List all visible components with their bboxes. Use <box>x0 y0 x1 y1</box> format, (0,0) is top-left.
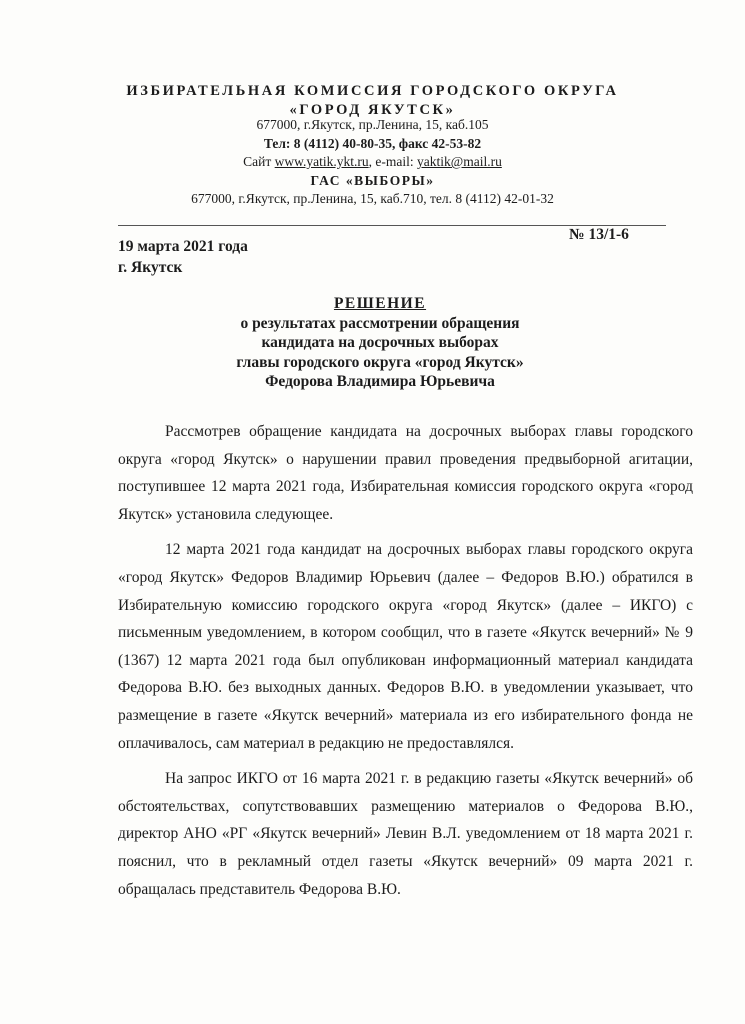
document-body <box>118 418 693 911</box>
decision-subtitle-4: Федорова Владимира Юрьевича <box>265 373 495 390</box>
decision-title <box>0 294 745 392</box>
decision-subtitle-2: кандидата на досрочных выборах <box>261 334 499 351</box>
email-link[interactable]: yaktik@mail.ru <box>417 154 502 169</box>
web-line <box>0 153 745 172</box>
contact-block <box>0 116 745 209</box>
decision-subtitle-1: о результатах рассмотрении обращения <box>240 314 520 332</box>
gas-address: 677000, г.Якутск, пр.Ленина, 15, каб.710, тел. 8 (4112) 42-01-32 <box>191 191 554 206</box>
paragraph-2: 12 марта 2021 года кандидат на досрочных выборах главы городского округа «город Якутск» Федоров Владимир Юрьевич (далее – Федоров В.Ю.) обратился в Избирательную комиссию городского округа «город Якутск» (далее – ИКГО) с письменным уведомлением, в котором сообщил, что в газете «Якутск вечерний» № 9 (1367) 12 марта 2021 года был опубликован информационный материал кандидата Федорова В.Ю. без выходных данных. Федоров В.Ю. в уведомлении указывает, что размещение в газете «Якутск вечерний» материала из его избирательного фонда не оплачивалось, сам материал в редакцию не предоставлялся. <box>118 541 693 752</box>
org-line-1: ИЗБИРАТЕЛЬНАЯ КОМИССИЯ ГОРОДСКОГО ОКРУГА <box>126 83 619 99</box>
organization-title <box>0 82 745 120</box>
site-label: Сайт <box>243 154 272 169</box>
site-link[interactable]: www.yatik.ykt.ru <box>274 154 369 169</box>
decision-heading: РЕШЕНИЕ <box>333 295 427 312</box>
decision-date: 19 марта 2021 года <box>118 238 248 255</box>
decision-number: № 13/1-6 <box>569 226 629 243</box>
gas-title: ГАС «ВЫБОРЫ» <box>310 172 435 188</box>
paragraph-3: На запрос ИКГО от 16 марта 2021 г. в редакцию газеты «Якутск вечерний» об обстоятельствах, сопутствовавших размещению материалов о Федорова В.Ю., директор АНО «РГ «Якутск вечерний» Левин В.Л. уведомлением от 18 марта 2021 г. пояснил, что в рекламный отдел газеты «Якутск вечерний» 09 марта 2021 г. обращалась представитель Федорова В.Ю. <box>118 770 693 898</box>
address-line: 677000, г.Якутск, пр.Ленина, 15, каб.105 <box>256 117 489 132</box>
date-block <box>118 236 248 278</box>
phone-line: Тел: 8 (4112) 40-80-35, факс 42-53-82 <box>263 135 482 151</box>
org-line-2: «ГОРОД ЯКУТСК» <box>289 102 456 118</box>
decision-city: г. Якутск <box>118 259 183 276</box>
email-label: , e-mail: <box>368 154 414 169</box>
decision-subtitle-3: главы городского округа «город Якутск» <box>236 353 524 371</box>
paragraph-1: Рассмотрев обращение кандидата на досрочных выборах главы городского округа «город Якутск» о нарушении правил проведения предвыборной агитации, поступившее 12 марта 2021 года, Избирательная комиссия городского округа «город Якутск» установила следующее. <box>118 423 693 523</box>
